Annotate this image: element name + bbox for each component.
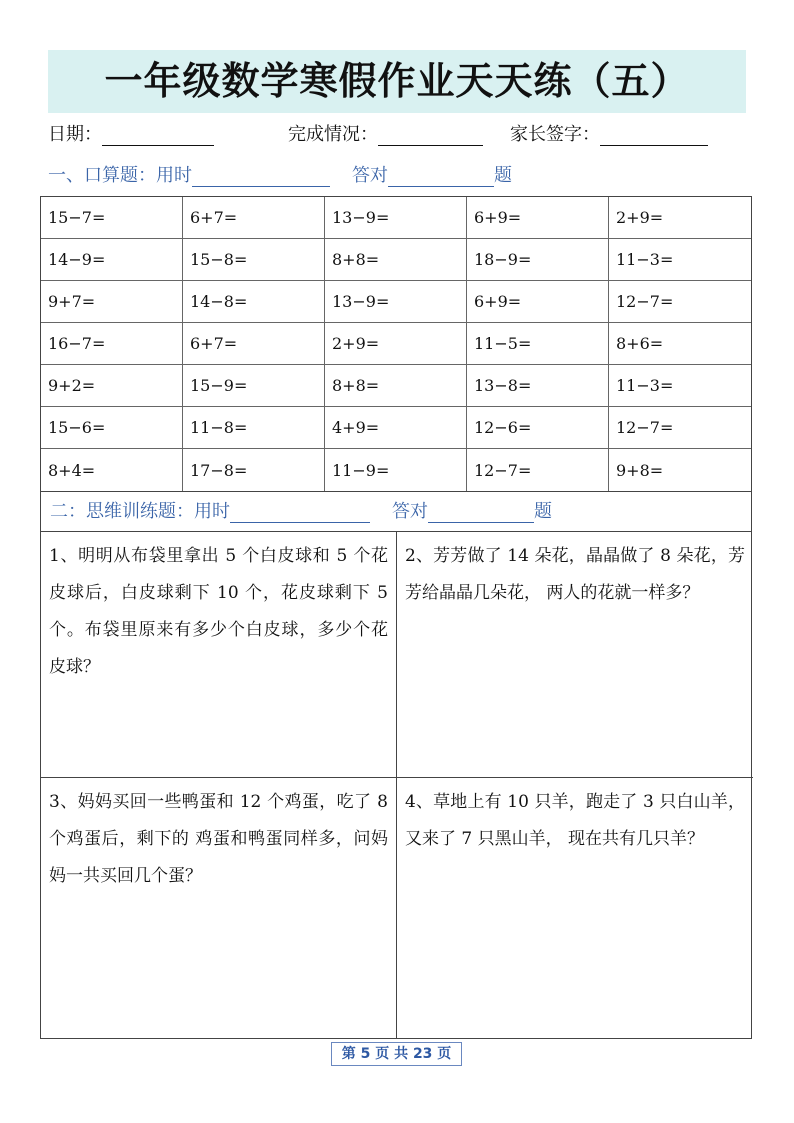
calc-cell[interactable]: 11−9= bbox=[325, 449, 467, 491]
calc-cell[interactable]: 6+9= bbox=[467, 281, 609, 323]
calc-cell[interactable]: 9+8= bbox=[616, 460, 664, 480]
status-item bbox=[288, 120, 483, 150]
parent-signature-item bbox=[510, 120, 708, 150]
calc-cell[interactable]: 12−7= bbox=[609, 281, 751, 323]
date-item bbox=[48, 120, 214, 150]
info-row bbox=[48, 120, 748, 150]
calc-cell[interactable]: 9+2= bbox=[41, 365, 183, 407]
calc-cell[interactable]: 18−9= bbox=[467, 239, 609, 281]
calc-cell[interactable]: 11−3= bbox=[609, 365, 751, 407]
calc-cell[interactable]: 15−8= bbox=[183, 239, 325, 281]
parent-signature-label: 家长签字： bbox=[510, 124, 600, 145]
parent-signature-blank[interactable] bbox=[600, 125, 708, 146]
status-blank[interactable] bbox=[378, 125, 483, 146]
word-problem-2[interactable]: 2、芳芳做了 14 朵花，晶晶做了 8 朵花，芳芳给晶晶几朵花， 两人的花就一样多？ bbox=[397, 532, 753, 778]
calc-cell[interactable]: 14−9= bbox=[41, 239, 183, 281]
section1-heading: 一、口算题：用时 bbox=[48, 165, 192, 186]
calc-cell[interactable]: 15−9= bbox=[183, 365, 325, 407]
calc-cell[interactable]: 14−8= bbox=[183, 281, 325, 323]
word-problem-4[interactable]: 4、草地上有 10 只羊，跑走了 3 只白山羊，又来了 7 只黑山羊， 现在共有几只羊？ bbox=[405, 792, 745, 849]
section2-unit: 题 bbox=[534, 501, 552, 522]
title-banner bbox=[48, 50, 746, 113]
calc-cell[interactable]: 11−5= bbox=[467, 323, 609, 365]
calc-cell[interactable]: 13−9= bbox=[325, 281, 467, 323]
date-blank[interactable] bbox=[102, 125, 214, 146]
section1-answered-blank[interactable] bbox=[388, 166, 494, 187]
calc-cell[interactable]: 6+7= bbox=[183, 323, 325, 365]
calc-cell[interactable]: 16−7= bbox=[41, 323, 183, 365]
word-problem-1[interactable]: 1、明明从布袋里拿出 5 个白皮球和 5 个花皮球后，白皮球剩下 10 个，花皮球剩下 5 个。布袋里原来有多少个白皮球，多少个花 皮球？ bbox=[41, 532, 397, 778]
calc-cell[interactable]: 11−8= bbox=[183, 407, 325, 449]
section2-answered-blank[interactable] bbox=[428, 502, 534, 523]
calc-cell[interactable]: 17−8= bbox=[183, 449, 325, 491]
calc-cell[interactable]: 9+7= bbox=[41, 281, 183, 323]
page-number-footer: 第 5 页 共 23 页 bbox=[331, 1042, 462, 1066]
calc-cell[interactable]: 4+9= bbox=[325, 407, 467, 449]
page-title: 一年级数学寒假作业天天练（五） bbox=[104, 59, 690, 103]
calc-cell[interactable]: 6+9= bbox=[467, 197, 609, 239]
calc-cell[interactable]: 8+4= bbox=[41, 449, 183, 491]
section2-answered-label: 答对 bbox=[392, 501, 428, 522]
calc-cell[interactable]: 13−9= bbox=[325, 197, 467, 239]
calc-cell[interactable]: 8+6= bbox=[609, 323, 751, 365]
calc-cell[interactable]: 2+9= bbox=[609, 197, 751, 239]
section1-answered-label: 答对 bbox=[352, 165, 388, 186]
calc-cell[interactable]: 11−3= bbox=[609, 239, 751, 281]
section1-heading-row bbox=[48, 161, 512, 191]
calc-cell[interactable]: 12−7= bbox=[609, 407, 751, 449]
section2-heading-row bbox=[50, 497, 552, 527]
word-problems-grid bbox=[40, 532, 752, 1039]
calc-cell[interactable]: 13−8= bbox=[467, 365, 609, 407]
calc-cell[interactable]: 15−7= bbox=[41, 197, 183, 239]
calc-cell[interactable]: 12−6= bbox=[467, 407, 609, 449]
section2-heading: 二：思维训练题：用时 bbox=[50, 501, 230, 522]
calc-cell[interactable]: 2+9= bbox=[325, 323, 467, 365]
calc-cell[interactable]: 15−6= bbox=[41, 407, 183, 449]
section1-time-blank[interactable] bbox=[192, 166, 330, 187]
mental-math-table bbox=[40, 196, 752, 492]
section2-time-blank[interactable] bbox=[230, 502, 370, 523]
date-label: 日期： bbox=[48, 124, 102, 145]
calc-cell[interactable]: 8+8= bbox=[325, 239, 467, 281]
status-label: 完成情况： bbox=[288, 124, 378, 145]
calc-cell[interactable]: 8+8= bbox=[325, 365, 467, 407]
calc-cell[interactable]: 12−7= bbox=[467, 449, 609, 491]
section2-heading-box bbox=[40, 492, 752, 532]
calc-cell[interactable]: 6+7= bbox=[183, 197, 325, 239]
section1-unit: 题 bbox=[494, 165, 512, 186]
word-problem-3[interactable]: 3、妈妈买回一些鸭蛋和 12 个鸡蛋，吃了 8 个鸡蛋后，剩下的 鸡蛋和鸭蛋同样多，问妈妈一共买回几个蛋？ bbox=[41, 778, 397, 1039]
